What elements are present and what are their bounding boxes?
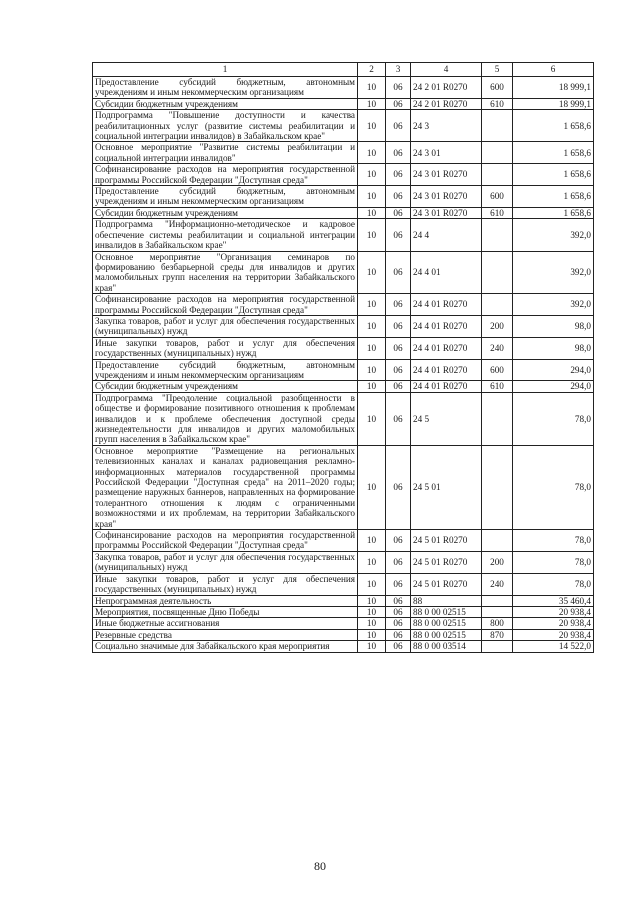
subsection-code-cell: 06 [386,98,411,109]
amount-cell: 392,0 [513,219,594,251]
amount-cell: 35 460,4 [513,595,594,606]
amount-cell: 1 658,6 [513,186,594,208]
section-code-cell: 10 [358,337,386,359]
item-name-cell: Софинансирование расходов на мероприятия государственной программы Российской Федерации "Доступная среда" [93,294,358,316]
amount-cell: 78,0 [513,530,594,552]
expense-type-code-cell: 600 [482,186,513,208]
table-row [93,142,594,164]
section-code-cell: 10 [358,294,386,316]
expense-type-code-cell: 240 [482,573,513,595]
section-code-cell: 10 [358,618,386,629]
target-article-code-cell: 24 3 01 [411,142,482,164]
expense-type-code-cell [482,142,513,164]
target-article-code-cell: 88 0 00 03514 [411,641,482,652]
table-row [93,164,594,186]
table-row [93,445,594,529]
target-article-code-cell: 24 5 01 [411,445,482,529]
target-article-code-cell: 24 4 01 R0270 [411,359,482,381]
subsection-code-cell: 06 [386,606,411,617]
subsection-code-cell: 06 [386,294,411,316]
expense-type-code-cell: 610 [482,98,513,109]
section-code-cell: 10 [358,392,386,445]
target-article-code-cell: 24 5 [411,392,482,445]
amount-cell: 18 999,1 [513,77,594,99]
target-article-code-cell: 24 4 01 R0270 [411,381,482,392]
item-name-cell: Основное мероприятие "Организация семинаров по формированию безбарьерной среды для инвалидов и других маломобильных групп населения на территории Забайкальского края" [93,251,358,294]
item-name-cell: Субсидии бюджетным учреждениям [93,381,358,392]
amount-cell: 98,0 [513,337,594,359]
table-row [93,530,594,552]
expense-type-code-cell [482,294,513,316]
target-article-code-cell: 24 5 01 R0270 [411,551,482,573]
table-row [93,77,594,99]
target-article-code-cell: 24 5 01 R0270 [411,573,482,595]
section-code-cell: 10 [358,381,386,392]
target-article-code-cell: 24 2 01 R0270 [411,98,482,109]
target-article-code-cell: 88 0 00 02515 [411,629,482,640]
amount-cell: 20 938,4 [513,618,594,629]
table-row [93,98,594,109]
subsection-code-cell: 06 [386,77,411,99]
amount-cell: 1 658,6 [513,164,594,186]
item-name-cell: Субсидии бюджетным учреждениям [93,207,358,218]
subsection-code-cell: 06 [386,164,411,186]
column-header: 6 [513,63,594,77]
expense-type-code-cell: 600 [482,77,513,99]
table-row [93,294,594,316]
item-name-cell: Основное мероприятие "Развитие системы реабилитации и социальной интеграции инвалидов" [93,142,358,164]
item-name-cell: Иные бюджетные ассигнования [93,618,358,629]
target-article-code-cell: 24 4 01 R0270 [411,315,482,337]
item-name-cell: Иные закупки товаров, работ и услуг для обеспечения государственных (муниципальных) нужд [93,337,358,359]
amount-cell: 1 658,6 [513,142,594,164]
section-code-cell: 10 [358,186,386,208]
subsection-code-cell: 06 [386,186,411,208]
subsection-code-cell: 06 [386,251,411,294]
target-article-code-cell: 88 [411,595,482,606]
item-name-cell: Закупка товаров, работ и услуг для обеспечения государственных (муниципальных) нужд [93,315,358,337]
section-code-cell: 10 [358,219,386,251]
target-article-code-cell: 24 4 01 R0270 [411,294,482,316]
target-article-code-cell: 88 0 00 02515 [411,618,482,629]
item-name-cell: Предоставление субсидий бюджетным, автономным учреждениям и иным некоммерческим организациям [93,77,358,99]
subsection-code-cell: 06 [386,641,411,652]
subsection-code-cell: 06 [386,337,411,359]
amount-cell: 98,0 [513,315,594,337]
expense-type-code-cell [482,392,513,445]
section-code-cell: 10 [358,629,386,640]
item-name-cell: Субсидии бюджетным учреждениям [93,98,358,109]
table-row [93,392,594,445]
table-body [93,77,594,653]
expense-type-code-cell: 200 [482,315,513,337]
target-article-code-cell: 24 3 [411,110,482,142]
expense-type-code-cell [482,251,513,294]
subsection-code-cell: 06 [386,359,411,381]
table-row [93,606,594,617]
table-row [93,381,594,392]
amount-cell: 294,0 [513,359,594,381]
subsection-code-cell: 06 [386,573,411,595]
table-row [93,359,594,381]
section-code-cell: 10 [358,110,386,142]
item-name-cell: Основное мероприятие "Размещение на региональных телевизионных каналах и каналах радиовещания рекламно-информационных материалов государственной программы Российской Федерации "Доступная среда" на 2011–2020 годы; размещение наружных баннеров, направленных на формирование толерантного отношения к людям с ограниченными возможностями и их проблемам, на территории Забайкальского края" [93,445,358,529]
subsection-code-cell: 06 [386,530,411,552]
column-header: 1 [93,63,358,77]
subsection-code-cell: 06 [386,381,411,392]
expense-type-code-cell: 610 [482,207,513,218]
amount-cell: 20 938,4 [513,629,594,640]
table-row [93,618,594,629]
column-header: 3 [386,63,411,77]
expense-type-code-cell: 800 [482,618,513,629]
amount-cell: 78,0 [513,573,594,595]
subsection-code-cell: 06 [386,219,411,251]
expense-type-code-cell [482,530,513,552]
expense-type-code-cell [482,445,513,529]
table-row [93,219,594,251]
item-name-cell: Мероприятия, посвященные Дню Победы [93,606,358,617]
target-article-code-cell: 24 4 [411,219,482,251]
column-header: 2 [358,63,386,77]
section-code-cell: 10 [358,595,386,606]
target-article-code-cell: 24 5 01 R0270 [411,530,482,552]
item-name-cell: Предоставление субсидий бюджетным, автономным учреждениям и иным некоммерческим организациям [93,359,358,381]
table-row [93,315,594,337]
amount-cell: 392,0 [513,251,594,294]
item-name-cell: Закупка товаров, работ и услуг для обеспечения государственных (муниципальных) нужд [93,551,358,573]
table-row [93,551,594,573]
amount-cell: 18 999,1 [513,98,594,109]
expense-type-code-cell [482,606,513,617]
table-row [93,186,594,208]
table-row [93,337,594,359]
item-name-cell: Предоставление субсидий бюджетным, автономным учреждениям и иным некоммерческим организациям [93,186,358,208]
amount-cell: 1 658,6 [513,207,594,218]
target-article-code-cell: 24 2 01 R0270 [411,77,482,99]
target-article-code-cell: 24 3 01 R0270 [411,207,482,218]
amount-cell: 392,0 [513,294,594,316]
section-code-cell: 10 [358,251,386,294]
column-header: 4 [411,63,482,77]
item-name-cell: Софинансирование расходов на мероприятия государственной программы Российской Федерации "Доступная среда" [93,164,358,186]
amount-cell: 14 522,0 [513,641,594,652]
table-row [93,595,594,606]
expense-type-code-cell [482,219,513,251]
section-code-cell: 10 [358,641,386,652]
target-article-code-cell: 88 0 00 02515 [411,606,482,617]
subsection-code-cell: 06 [386,392,411,445]
item-name-cell: Резервные средства [93,629,358,640]
target-article-code-cell: 24 4 01 [411,251,482,294]
amount-cell: 20 938,4 [513,606,594,617]
section-code-cell: 10 [358,530,386,552]
subsection-code-cell: 06 [386,551,411,573]
page-number: 80 [314,859,326,873]
subsection-code-cell: 06 [386,207,411,218]
amount-cell: 78,0 [513,551,594,573]
expense-type-code-cell: 240 [482,337,513,359]
section-code-cell: 10 [358,142,386,164]
table-row [93,641,594,652]
section-code-cell: 10 [358,445,386,529]
table-row [93,110,594,142]
amount-cell: 78,0 [513,392,594,445]
subsection-code-cell: 06 [386,110,411,142]
target-article-code-cell: 24 3 01 R0270 [411,186,482,208]
table-row [93,629,594,640]
expense-type-code-cell [482,110,513,142]
table-row [93,251,594,294]
section-code-cell: 10 [358,606,386,617]
section-code-cell: 10 [358,551,386,573]
table-row [93,573,594,595]
target-article-code-cell: 24 3 01 R0270 [411,164,482,186]
budget-table [92,62,594,653]
amount-cell: 78,0 [513,445,594,529]
expense-type-code-cell: 600 [482,359,513,381]
column-header: 5 [482,63,513,77]
subsection-code-cell: 06 [386,142,411,164]
expense-type-code-cell [482,595,513,606]
section-code-cell: 10 [358,98,386,109]
expense-type-code-cell: 870 [482,629,513,640]
expense-type-code-cell [482,164,513,186]
section-code-cell: 10 [358,164,386,186]
item-name-cell: Непрограммная деятельность [93,595,358,606]
item-name-cell: Софинансирование расходов на мероприятия государственной программы Российской Федерации "Доступная среда" [93,530,358,552]
subsection-code-cell: 06 [386,618,411,629]
table-row [93,207,594,218]
section-code-cell: 10 [358,77,386,99]
expense-type-code-cell [482,641,513,652]
expense-type-code-cell: 200 [482,551,513,573]
amount-cell: 294,0 [513,381,594,392]
subsection-code-cell: 06 [386,315,411,337]
subsection-code-cell: 06 [386,445,411,529]
amount-cell: 1 658,6 [513,110,594,142]
section-code-cell: 10 [358,207,386,218]
item-name-cell: Подпрограмма "Повышение доступности и качества реабилитационных услуг (развитие системы реабилитации и социальной интеграции инвалидов) в Забайкальском крае" [93,110,358,142]
section-code-cell: 10 [358,315,386,337]
subsection-code-cell: 06 [386,595,411,606]
table-header-row [93,63,594,77]
item-name-cell: Иные закупки товаров, работ и услуг для обеспечения государственных (муниципальных) нужд [93,573,358,595]
target-article-code-cell: 24 4 01 R0270 [411,337,482,359]
section-code-cell: 10 [358,359,386,381]
section-code-cell: 10 [358,573,386,595]
item-name-cell: Подпрограмма "Преодоление социальной разобщенности в обществе и формирование позитивного отношения к проблемам инвалидов и к проблеме обеспечения доступной среды жизнедеятельности для инвалидов и других маломобильных групп населения в Забайкальском крае" [93,392,358,445]
item-name-cell: Подпрограмма "Информационно-методическое и кадровое обеспечение системы реабилитации и социальной интеграции инвалидов в Забайкальском крае" [93,219,358,251]
item-name-cell: Социально значимые для Забайкальского края мероприятия [93,641,358,652]
subsection-code-cell: 06 [386,629,411,640]
expense-type-code-cell: 610 [482,381,513,392]
